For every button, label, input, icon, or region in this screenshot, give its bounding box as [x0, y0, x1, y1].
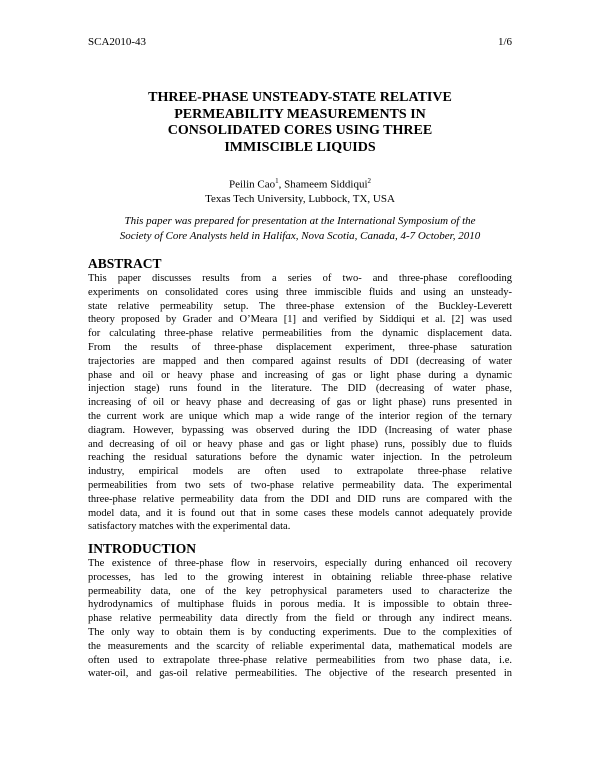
author-2-superscript: 2: [367, 177, 372, 185]
author-1-superscript: 1: [275, 177, 279, 185]
abstract-line: phase and oil or heavy phase and increasing of gas or light phase during a dynamic: [88, 369, 512, 381]
title-line: PERMEABILITY MEASUREMENTS IN: [174, 106, 426, 122]
abstract-line: experiments on consolidated cores using three immiscible fluids and using an unsteady-: [88, 286, 512, 298]
abstract-line: for calculating three-phase relative permeabilities from the dynamic displacement data.: [88, 328, 512, 340]
authors-block: [100, 174, 500, 206]
abstract-line: state relative permeability setup. The three-phase extension of the Buckley-Leverett: [88, 300, 512, 312]
title-line: CONSOLIDATED CORES USING THREE: [167, 123, 433, 138]
affiliation: Texas Tech University, Lubbock, TX, USA: [205, 192, 395, 205]
abstract-line: the current work are unique which map a wide range of the interior region of the ternary: [88, 410, 512, 422]
author-separator: ,: [278, 178, 285, 191]
title-line: IMMISCIBLE LIQUIDS: [224, 139, 376, 155]
abstract-line: satisfactory matches with the experimental data.: [88, 521, 291, 533]
abstract-line: reaching the residual saturations before the dynamic water injection. In the petroleum: [88, 452, 512, 464]
abstract-line: theory proposed by Grader and O’Meara [1] and verified by Siddiqui et al. [2] was used: [88, 314, 512, 326]
introduction-line: the measurements and the scarcity of reliable experimental data, mathematical models are: [88, 640, 512, 652]
abstract-line: model data, and it is found out that in some cases these models cannot adequately provide: [88, 507, 512, 519]
page-number: 1/6: [497, 36, 512, 48]
introduction-line: hydrodynamics of multiphase fluids in porous media. It is impossible to obtain three-: [88, 599, 512, 611]
author-2: Shameem Siddiqui: [284, 178, 368, 191]
author-line: [100, 174, 500, 192]
abstract-line: permeabilities from two sets of two-phase relative permeability data. The experimental: [88, 479, 512, 491]
note-line: This paper was prepared for presentation at the International Symposium of the: [124, 215, 476, 227]
abstract-line: injection stage) runs found in the literature. The DID (decreasing of water phase,: [88, 383, 512, 395]
abstract-line: From the results of three-phase displacement experiment, three-phase saturation: [88, 341, 512, 353]
abstract-line: increasing of oil or heavy phase and decreasing of gas or light phase) runs presented in: [88, 397, 512, 409]
note-line: Society of Core Analysts held in Halifax, Nova Scotia, Canada, 4-7 October, 2010: [119, 229, 481, 242]
introduction-line: The only way to obtain them is by conducting experiments. Due to the complexities of: [88, 626, 512, 638]
introduction-line: permeability data, one of the key petrophysical parameters used to characterize the: [88, 585, 512, 597]
introduction-line: The existence of three-phase flow in reservoirs, especially during enhanced oil recovery: [88, 558, 512, 569]
introduction-line: phase relative permeability data directly from the field or through any indirect means.: [88, 613, 512, 625]
presentation-note: [88, 214, 512, 243]
title-line: THREE-PHASE UNSTEADY-STATE RELATIVE: [148, 90, 452, 105]
introduction-line: water-oil, and gas-oil relative permeabilities. The objective of the research presented in: [88, 668, 512, 680]
paper-title: [100, 90, 500, 156]
introduction-line: processes, has led to the growing interest in obtaining reliable three-phase relative: [88, 571, 512, 583]
abstract-line: trajectories are mapped and then compared against results of DDI (decreasing of water: [88, 355, 512, 367]
author-1: Peilin Cao: [228, 178, 276, 191]
abstract-line: and decreasing of oil or heavy phase and gas or light phase) runs, possibly due to fluids: [88, 438, 512, 450]
abstract-line: diagram. However, bypassing was observed during the IDD (Increasing of water phase: [88, 424, 512, 436]
abstract-body: [88, 272, 512, 534]
introduction-body: [88, 557, 512, 681]
introduction-heading: INTRODUCTION: [88, 541, 197, 556]
abstract-line: industry, empirical models are often used to extrapolate three-phase relative: [88, 466, 512, 478]
abstract-heading: ABSTRACT: [88, 256, 162, 271]
introduction-line: often used to extrapolate three-phase relative permeabilities from two phase data, i.e.: [88, 654, 512, 666]
header-code: SCA2010-43: [88, 36, 147, 48]
abstract-line: three-phase relative permeability data from the DDI and DID runs are compared with the: [88, 493, 512, 505]
abstract-line: This paper discusses results from a series of two- and three-phase coreflooding: [88, 273, 512, 284]
